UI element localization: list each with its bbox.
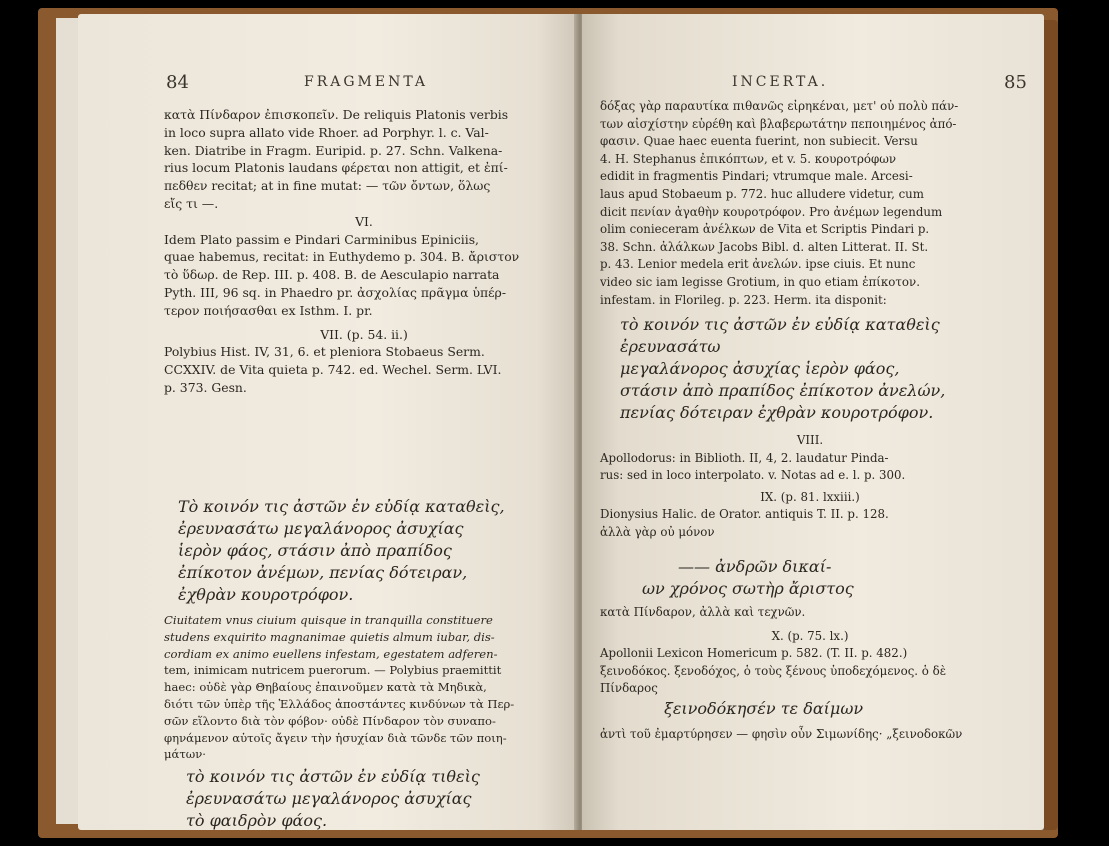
text-line: video sic iam legisse Grotium, in quo etiam ἐπίκοτον. bbox=[600, 274, 920, 289]
running-head: INCERTA. bbox=[732, 74, 829, 90]
poem-block bbox=[178, 496, 568, 606]
verse-line: τὸ κοινόν τις ἀστῶν ἐν εὐδίᾳ τιθεὶς bbox=[186, 767, 480, 786]
text-line: studens exquirito magnanimae quietis almum iubar, dis- bbox=[164, 629, 495, 644]
verse-line: ξεινοδόκησέν τε δαίμων bbox=[664, 699, 864, 718]
verse-line: μεγαλάνορος ἀσυχίας ἱερὸν φάος, bbox=[620, 359, 900, 378]
page-number: 84 bbox=[166, 72, 189, 93]
verse-line: ων χρόνος σωτὴρ ἄριστος bbox=[642, 579, 854, 598]
text-line: Apollonii Lexicon Homericum p. 582. (T. II. p. 482.) bbox=[600, 646, 908, 661]
text-line: tem, inimicam nutricem puerorum. — Polybius praemittit bbox=[164, 663, 502, 678]
text-line: μάτων· bbox=[164, 747, 206, 762]
text-line: Polybius Hist. IV, 31, 6. et pleniora Stobaeus Serm. bbox=[164, 344, 485, 360]
book-fore-edge bbox=[1044, 20, 1058, 830]
right-body-2 bbox=[600, 432, 1020, 542]
text-line: ken. Diatribe in Fragm. Euripid. p. 27. Schn. Valkena- bbox=[164, 142, 503, 158]
poem-block bbox=[664, 698, 1024, 720]
text-line: Πίνδαρος bbox=[600, 681, 658, 696]
text-line: olim conieceram ἀνέλκων de Vita et Scriptis Pindari p. bbox=[600, 222, 930, 237]
verse-line: τὸ φαιδρὸν φάος. bbox=[186, 811, 328, 830]
text-line: cordiam ex animo euellens infestam, egestatem adferen- bbox=[164, 646, 498, 661]
right-page bbox=[582, 14, 1044, 830]
text-line: κατὰ Πίνδαρον ἐπισκοπεῖν. De reliquis Platonis verbis bbox=[164, 107, 509, 122]
section-heading: X. (p. 75. lx.) bbox=[771, 628, 849, 643]
verse-line: ἐρευνασάτω μεγαλάνορος ἀσυχίας bbox=[178, 519, 464, 538]
text-line: rius locum Platonis laudans φέρεται non attigit, et ἐπί- bbox=[164, 160, 508, 176]
page-number: 85 bbox=[1004, 72, 1027, 93]
verse-line: Τὸ κοινόν τις ἀστῶν ἐν εὐδίᾳ καταθεὶς, bbox=[178, 497, 505, 516]
text-line: ἀντὶ τοῦ ἐμαρτύρησεν — φησὶν οὖν Σιμωνίδης· „ξεινοδοκῶν bbox=[600, 727, 963, 741]
text-line: φηνάμενον αὐτοῖς ἄγειν τὴν ἡσυχίαν διὰ τῶνδε τῶν ποιη- bbox=[164, 730, 507, 745]
verse-line: τὸ κοινόν τις ἀστῶν ἐν εὐδίᾳ καταθεὶς bbox=[620, 315, 940, 334]
text-line: rus: sed in loco interpolato. v. Notas ad e. l. p. 300. bbox=[600, 468, 906, 483]
text-line: πεδθεν recitat; at in fine mutat: — τῶν ὄντων, ὅλως bbox=[164, 178, 491, 194]
latin-translation bbox=[164, 612, 564, 763]
verse-line: ἐχθρὰν κουροτρόφον. bbox=[178, 585, 354, 604]
text-line: Pyth. III, 96 sq. in Phaedro pr. ἀσχολίας πρᾶγμα ὑπέρ- bbox=[164, 284, 507, 300]
text-line: infestam. in Florileg. p. 223. Herm. ita disponit: bbox=[600, 292, 887, 307]
poem-block bbox=[642, 556, 1022, 600]
text-line: των αἰσχίστην εὑρέθη καὶ βλαβερωτάτην πεποιημένος ἀπό- bbox=[600, 116, 957, 131]
left-body bbox=[164, 106, 564, 397]
text-line: quae habemus, recitat: in Euthydemo p. 304. B. ἄριστον bbox=[164, 249, 520, 265]
section-heading: VIII. bbox=[796, 433, 824, 447]
section-heading: VI. bbox=[355, 213, 373, 229]
verse-line: στάσιν ἀπὸ πραπίδος ἐπίκοτον ἀνελών, bbox=[620, 381, 946, 400]
text-line: ξεινοδόκος. ξενοδόχος, ὁ τοὺς ξένους ὑποδεχόμενος. ὁ δὲ bbox=[600, 663, 947, 678]
verse-line: πενίας δότειραν ἐχθρὰν κουροτρόφον. bbox=[620, 403, 934, 422]
text-line: 4. H. Stephanus ἐπικόπτων, et v. 5. κουροτρόφων bbox=[600, 151, 897, 166]
poem-block bbox=[186, 766, 566, 830]
text-line: δόξας γὰρ παραυτίκα πιθανῶς εἰρηκέναι, μετ' οὐ πολὺ πάν- bbox=[600, 99, 959, 113]
right-body bbox=[600, 98, 1020, 309]
verse-line: ἐρευνασάτω μεγαλάνορος ἀσυχίας bbox=[186, 789, 472, 808]
text-line: p. 43. Lenior medela erit ἀνελών. ipse ciuis. Et nunc bbox=[600, 257, 916, 272]
text-line: in loco supra allato vide Rhoer. ad Porphyr. l. c. Val- bbox=[164, 124, 489, 140]
text-line: p. 373. Gesn. bbox=[164, 379, 247, 395]
text-line: εἴς τι —. bbox=[164, 195, 219, 211]
verse-line: ἐπίκοτον ἀνέμων, πενίας δότειραν, bbox=[178, 563, 468, 582]
section-heading: IX. (p. 81. lxxiii.) bbox=[760, 489, 860, 504]
text-line: laus apud Stobaeum p. 772. huc alludere videtur, cum bbox=[600, 186, 924, 201]
right-body-3 bbox=[600, 604, 1020, 698]
text-line: τερον ποιήσασθαι ex Isthm. I. pr. bbox=[164, 302, 373, 318]
text-line: CCXXIV. de Vita quieta p. 742. ed. Wechel. Serm. LVI. bbox=[164, 362, 502, 378]
verse-line: ἱερὸν φάος, στάσιν ἀπὸ πραπίδος bbox=[178, 541, 452, 560]
text-line: dicit πενίαν ἀγαθὴν κουροτρόφον. Pro ἀνέμων legendum bbox=[600, 204, 943, 219]
text-line: Apollodorus: in Biblioth. II, 4, 2. laudatur Pinda- bbox=[600, 450, 889, 465]
running-head: FRAGMENTA bbox=[304, 74, 429, 90]
text-line: σῶν εἵλοντο διὰ τὸν φόβον· οὐδὲ Πίνδαρον τὸν συναπο- bbox=[164, 713, 496, 728]
poem-block bbox=[620, 314, 1020, 424]
text-line: ἀλλὰ γὰρ οὐ μόνον bbox=[600, 524, 715, 539]
right-body-4 bbox=[600, 726, 1020, 744]
verse-line: —— ἀνδρῶν δικαί- bbox=[678, 557, 832, 576]
left-page bbox=[78, 14, 578, 830]
text-line: Dionysius Halic. de Orator. antiquis T. II. p. 128. bbox=[600, 507, 889, 522]
verse-line: ἐρευνασάτω bbox=[620, 337, 721, 356]
section-heading: VII. (p. 54. ii.) bbox=[320, 326, 408, 342]
text-line: haec: οὐδὲ γὰρ Θηβαίους ἐπαινοῦμεν κατὰ τὰ Μηδικὰ, bbox=[164, 680, 487, 695]
text-line: edidit in fragmentis Pindari; vtrumque male. Arcesi- bbox=[600, 169, 913, 184]
text-line: κατὰ Πίνδαρον, ἀλλὰ καὶ τεχνῶν. bbox=[600, 605, 806, 619]
text-line: 38. Schn. ἀλάλκων Jacobs Bibl. d. alten Litterat. II. St. bbox=[600, 239, 929, 254]
text-line: φασιν. Quae haec euenta fuerint, non subiecit. Versu bbox=[600, 134, 918, 149]
text-line: διότι τῶν ὑπὲρ τῆς Ἑλλάδος ἀποστάντες κινδύνων τὰ Περ- bbox=[164, 696, 515, 711]
text-line: τὸ ὕδωρ. de Rep. III. p. 408. B. de Aesculapio narrata bbox=[164, 267, 500, 283]
text-line: Idem Plato passim e Pindari Carminibus Epiniciis, bbox=[164, 231, 479, 247]
text-line: Ciuitatem vnus ciuium quisque in tranquilla constituere bbox=[164, 613, 493, 627]
